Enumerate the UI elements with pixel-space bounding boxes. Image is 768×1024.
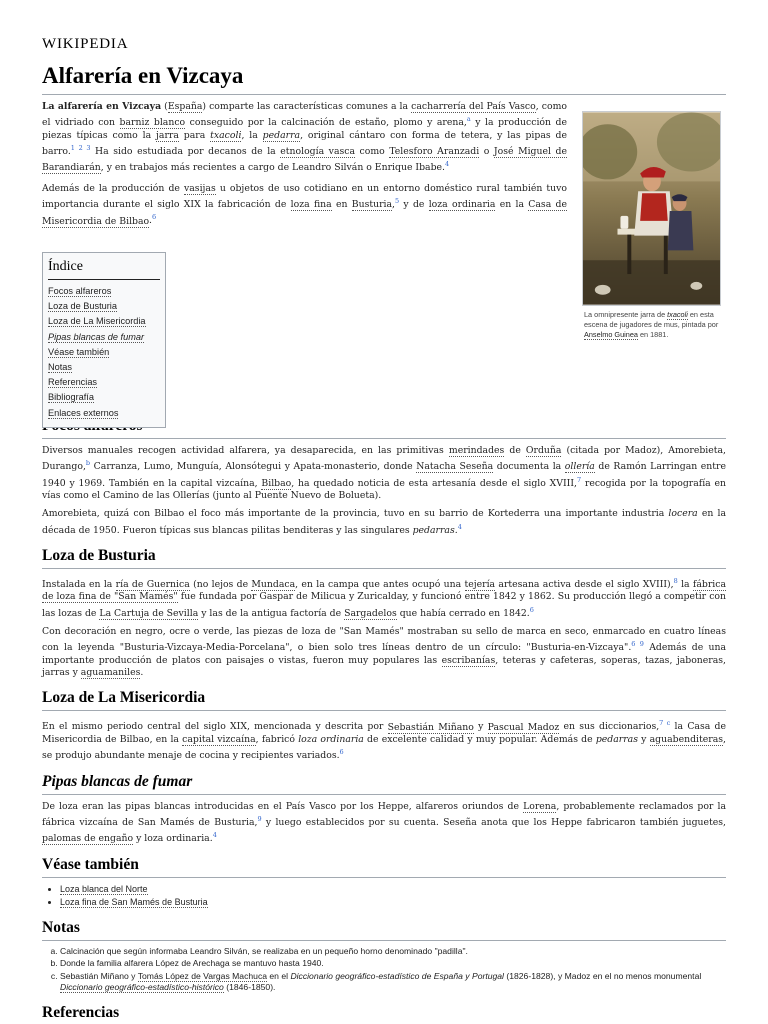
text-run: , original cántaro con forma de tetera, y las pipas de barro. (42, 129, 567, 158)
text-run: la Casa de Misericordia de Bilbao, en la (42, 721, 726, 745)
focos-paragraph-2 (42, 508, 726, 537)
text-run: que había cerrado en 1842. (396, 607, 530, 619)
text-run: , la (241, 129, 263, 141)
text-run: en la década de 1950. Fueron típicas sus blancas pilitas benditeras y las singulares (42, 508, 726, 536)
text-run: (no lejos de (189, 579, 252, 591)
text-run: Carranza, Lumo, Munguía, Alonsótegui y Apata-monasterio, donde (90, 461, 417, 473)
text-run: , se produjo abundante menaje de cocina y recipientes variados. (42, 733, 726, 762)
inline-link[interactable]: cacharrería del País Vasco (411, 101, 536, 112)
inline-link[interactable]: capital vizcaína (182, 733, 256, 745)
inline-link[interactable]: Sargadelos (344, 607, 397, 619)
text-run: y la producción de piezas típicas como la (42, 117, 567, 141)
vease-list (42, 883, 726, 909)
wikipedia-wordmark[interactable]: WIKIPEDIA (42, 36, 129, 52)
text-run: (citada por Madoz), Amorebieta, Durango, (42, 445, 726, 473)
text-run: Con decoración en negro, ocre o verde, las piezas de loza de "San Mamés" mostraban su sello de marca en seco, enmarcado en cuatro líneas con la leyenda "Busturia-Vizcaya-Media-Porcelana", o bien solo tres líneas dentro de un círculo: "Busturia-en-Vizcaya". (42, 626, 726, 654)
note-item (60, 946, 726, 958)
inline-link[interactable]: merindades (448, 445, 505, 456)
italic-text: Diccionario geográfico-estadístico de España y Portugal (290, 970, 504, 981)
busturia-paragraph-2 (42, 626, 726, 679)
text-run: documenta la (493, 461, 565, 473)
text-run: (1826-1828), y Madoz en el no menos monumental (503, 970, 702, 981)
inline-link[interactable]: Mundaca (251, 579, 296, 591)
text-run: Instalada en la (42, 579, 116, 591)
citation-ref[interactable]: 8 (673, 577, 678, 586)
article-page (42, 36, 726, 1024)
inline-link[interactable]: España (167, 101, 203, 112)
inline-link[interactable]: pedarra (262, 129, 301, 141)
toc-item-vease[interactable]: Véase también (48, 346, 110, 357)
text-run: Diversos manuales recogen actividad alfarera, ya desaparecida, en las primitivas (42, 445, 449, 456)
inline-link[interactable]: Tomás López de Vargas Machuca (137, 970, 268, 981)
italic-text: locera (668, 508, 698, 520)
text-run: de Ramón Larringan entre 1940 y 1969. También en la capital vizcaína, (42, 461, 726, 489)
text-run: . (454, 524, 458, 536)
inline-link[interactable]: etnología vasca (280, 146, 356, 158)
toc-item-misericordia[interactable]: Loza de La Misericordia (48, 316, 146, 327)
text-run: Además de una importante producción de platos con paisajes o vistas, fueron muy populares las (42, 642, 726, 666)
painting-image[interactable] (582, 111, 721, 306)
heading-notas: Notas (42, 919, 726, 941)
inline-link[interactable]: Sebastián Miñano (387, 721, 474, 733)
toc-item-referencias[interactable]: Referencias (48, 377, 98, 388)
citation-ref[interactable]: 5 (395, 197, 400, 206)
inline-link[interactable]: loza fina (290, 199, 332, 211)
text-run: ( (161, 101, 168, 112)
text-run: en 1881. (637, 330, 669, 339)
inline-link[interactable]: José Miguel de Barandiarán (42, 146, 567, 174)
inline-link[interactable]: txacoli (667, 310, 688, 319)
inline-link[interactable]: Natacha Seseña (416, 461, 494, 473)
text-run: De loza eran las pipas blancas introducidas en el País Vasco por los Heppe, alfareros oriundos de (42, 800, 524, 812)
toc-title: Índice (48, 259, 160, 280)
toc-item-notas[interactable]: Notas (48, 362, 73, 373)
text-run: y (473, 721, 488, 733)
text-run: , teteras y cafeteras, soperas, tazas, jaboneras, jarras y (42, 654, 726, 679)
toc-item-pipas[interactable]: Pipas blancas de fumar (48, 331, 145, 342)
page-title: Alfarería en Vizcaya (42, 63, 726, 95)
text-run: en sus diccionarios, (559, 721, 660, 733)
inline-link[interactable]: escribanías (441, 654, 496, 666)
inline-link[interactable]: aguamaniles (80, 667, 141, 679)
citation-ref[interactable]: b (85, 459, 91, 468)
text-run: de excelente calidad y muy popular. Además de (363, 733, 596, 745)
inline-link[interactable]: palomas de engaño (42, 833, 134, 845)
busturia-paragraph-1 (42, 575, 726, 620)
citation-ref[interactable]: 6 (529, 605, 534, 614)
inline-link[interactable]: Orduña (525, 445, 562, 456)
thumbnail-caption (582, 310, 721, 340)
citation-ref[interactable]: 4 (444, 160, 450, 169)
citation-ref[interactable]: a (466, 115, 471, 124)
text-run: como (355, 146, 390, 158)
inline-link[interactable]: Busturia (351, 199, 393, 211)
text-run: Sebastián Miñano y (60, 970, 138, 981)
text-run: , en la campa que antes ocupó una (295, 579, 465, 591)
inline-link[interactable]: jarra (156, 129, 179, 141)
inline-link[interactable]: tejería (464, 579, 496, 591)
text-run: en esta escena de jugadores de mus, pintada por (584, 310, 719, 329)
text-run: fue fundada por Gaspar de Milicua y Zuricalday, y funcionó entre 1842 y 1862. Su producción llegó a competir con las lozas de (42, 591, 726, 619)
text-run: para (178, 129, 211, 141)
inline-link[interactable]: Bilbao (261, 477, 292, 489)
text-run: Donde la familia alfarera López de Arechaga se mantuvo hasta 1940. (60, 958, 324, 969)
heading-busturia: Loza de Busturia (42, 547, 726, 569)
text-run: en la (495, 199, 529, 211)
text-run: , (392, 199, 395, 211)
inline-link[interactable]: Diccionario geográfico-estadístico-histórico (60, 982, 224, 993)
citation-ref[interactable]: 4 (212, 831, 217, 840)
pipas-paragraph-1 (42, 801, 726, 846)
bold-text: La alfarería en Vizcaya (42, 101, 162, 112)
text-run: La omnipresente jarra de (584, 310, 668, 319)
text-run: Calcinación que según informaba Leandro Silván, se realizaba en un pequeño horno denominado "padilla". (60, 945, 468, 956)
inline-link[interactable]: Pascual Madoz (487, 721, 560, 733)
notas-list (42, 946, 726, 994)
citation-ref[interactable]: 6 (151, 213, 157, 222)
text-run: , probablemente reclamados por la fábrica vizcaína de San Mamés de Busturia, (42, 800, 726, 828)
inline-link[interactable]: ría de Guernica (115, 579, 190, 591)
citation-ref[interactable]: 1 2 3 (70, 143, 91, 152)
inline-link[interactable]: txacoli (210, 129, 242, 141)
inline-link[interactable]: Casa de Misericordia de Bilbao (42, 199, 567, 227)
inline-link[interactable]: fábrica de loza fina de "San Mamés" (42, 579, 727, 603)
text-run: . (140, 667, 144, 679)
citation-ref[interactable]: 7 c (659, 719, 671, 728)
inline-link[interactable]: ollería (564, 461, 595, 473)
text-run: y loza ordinaria. (133, 833, 213, 845)
inline-link[interactable]: Anselmo Guinea (584, 330, 638, 339)
inline-link[interactable]: loza ordinaria (428, 199, 496, 211)
text-run: En el mismo periodo central del siglo XIX, mencionada y descrita por (42, 721, 388, 733)
text-run: y de (399, 199, 429, 211)
citation-ref[interactable]: 7 (576, 475, 582, 484)
heading-pipas: Pipas blancas de fumar (42, 773, 726, 795)
text-run: (1846-1850). (223, 982, 276, 993)
citation-ref[interactable]: 4 (457, 522, 462, 531)
inline-link[interactable]: vasijas (184, 182, 216, 194)
citation-ref[interactable]: 9 (257, 814, 262, 823)
text-run: Ha sido estudiada por decanos de la (90, 146, 281, 158)
inline-link[interactable]: Lorena (523, 800, 557, 812)
text-run: ) comparte las características comunes a la (202, 101, 412, 112)
text-run: , como el vidriado con (42, 101, 567, 129)
text-run: de (504, 445, 526, 456)
text-run: y (637, 733, 650, 745)
italic-text: loza ordinaria (298, 733, 364, 745)
toc-item-focos[interactable]: Focos alfareros (48, 286, 112, 296)
text-run: , y en trabajos más recientes a cargo de Leandro Silván o Enrique Ibabe. (100, 162, 445, 174)
intro-paragraph-2 (42, 183, 567, 228)
inline-link[interactable]: La Cartuja de Sevilla (99, 607, 199, 619)
text-run: artesana activa desde el siglo XVIII), (495, 579, 674, 591)
intro-paragraph-1 (42, 101, 567, 175)
table-of-contents (42, 252, 166, 428)
text-run: . (148, 215, 152, 227)
italic-text: pedarras (595, 733, 638, 745)
inline-link[interactable]: barniz blanco (119, 117, 186, 129)
text-run: u objetos de uso cotidiano en un entorno doméstico rural también tuvo importancia durante el siglo XIX la fabricación de (42, 182, 567, 211)
text-run: conseguido por la calcinación de estaño, plomo y arena, (185, 117, 467, 129)
intro-section (42, 101, 726, 418)
note-item (60, 971, 726, 994)
list-item[interactable]: • Loza blanca del Norte (60, 883, 726, 896)
toc-item-busturia[interactable]: Loza de Busturia (48, 301, 117, 312)
italic-text: pedarras (412, 524, 455, 536)
inline-link[interactable]: aguabenditeras (649, 733, 724, 745)
text-run: y las de la antigua factoría de (198, 607, 345, 619)
focos-paragraph-1 (42, 445, 726, 502)
text-run: , fabricó (255, 733, 299, 745)
thumbnail (582, 111, 721, 340)
text-run: en el (267, 970, 291, 981)
text-run: la (677, 579, 693, 591)
misericordia-paragraph-1 (42, 717, 726, 762)
heading-misericordia: Loza de La Misericordia (42, 689, 726, 711)
heading-referencias: Referencias (42, 1004, 726, 1024)
inline-link[interactable]: Telesforo Aranzadi (389, 146, 480, 158)
toc-item-enlaces[interactable]: Enlaces externos (48, 407, 119, 418)
text-run: Amorebieta, quizá con Bilbao el foco más importante de la provincia, tuvo en su barrio de Kortederra una importante industria (42, 508, 669, 520)
text-run: recogida por la topografía en vías como el Camino de las Ollerías (junto al Puente Nuevo de Bolueta). (42, 477, 726, 502)
text-run: y luego establecidos por su cuenta. Seseña anota que los Heppe fabricaron también juguetes, (261, 816, 726, 828)
text-run: Además de la producción de (42, 182, 184, 194)
text-run: o (479, 146, 494, 158)
text-run: , ha quedado noticia de esta artesanía desde el siglo XVIII, (291, 477, 577, 489)
list-item[interactable]: • Loza fina de San Mamés de Busturia (60, 896, 726, 909)
heading-vease: Véase también (42, 856, 726, 878)
citation-ref[interactable]: 6 (339, 748, 344, 757)
note-item (60, 958, 726, 970)
intro-text (42, 101, 567, 228)
text-run: en (331, 199, 352, 211)
toc-item-bibliografia[interactable]: Bibliografía (48, 392, 94, 403)
citation-ref[interactable]: 6 9 (631, 640, 644, 649)
